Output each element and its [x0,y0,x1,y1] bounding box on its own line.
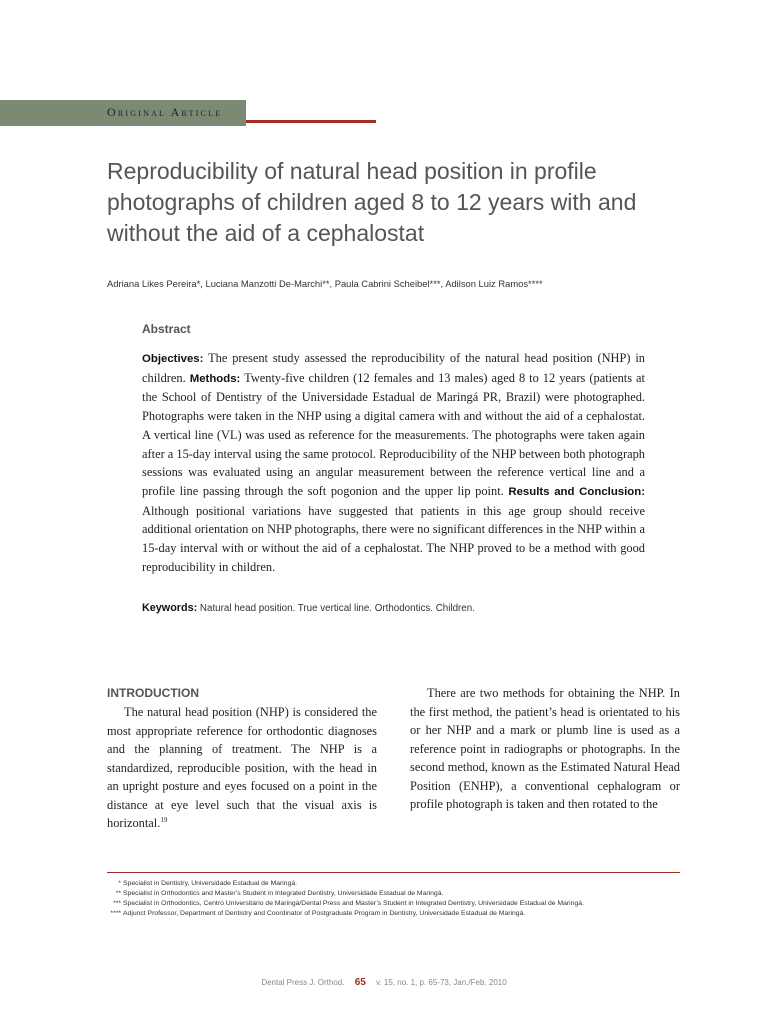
article-title: Reproducibility of natural head position in profile photographs of children aged 8 to 12 years with and without the aid of a cephalostat [107,158,637,246]
section-label: Original Article [107,105,223,119]
results-label: Results and Conclusion: [508,485,645,498]
objectives-label: Objectives: [142,353,204,365]
footnote-text: Specialist in Orthodontics and Master’s Student in Integrated Dentistry, Universidade Estadual de Maringá. [123,890,444,897]
section-rule [246,120,376,123]
abstract-body [142,349,645,576]
keywords-text: Natural head position. True vertical line. Orthodontics. Children. [197,603,475,614]
footnote-text: Specialist in Orthodontics, Centro Universitário de Maringá/Dental Press and Master’s Student in Integrated Dentistry, Universidade Estadual de Maringá. [123,900,584,907]
footnotes [107,879,687,919]
abstract-heading: Abstract [142,322,191,336]
footnote-mark: **** [110,910,121,917]
citation-info: v. 15, no. 1, p. 65-73, Jan./Feb. 2010 [376,978,507,987]
journal-name: Dental Press J. Orthod. [261,978,345,987]
footnote [107,909,687,919]
intro-paragraph-1-text: The natural head position (NHP) is considered the most appropriate reference for orthodontic diagnoses and the planning of treatment. The NHP is a standardized, reproducible position, with the head in an upright posture and eyes focused on a point in the distance at eye level such that the visual axis is horizontal. [107,705,377,830]
footnote-mark: ** [115,890,121,897]
intro-paragraph-1 [107,703,377,833]
keywords [142,602,662,614]
methods-label: Methods: [189,372,241,385]
footnote-mark: *** [113,900,121,907]
reference-marker: 19 [160,815,168,824]
objectives-text: The present study assessed the reproducibility of the natural head position (NHP) in children. [142,351,645,385]
footnote-rule [107,872,680,873]
footnote [107,879,687,889]
footnote [107,899,687,909]
footnote-text: Adjunct Professor, Department of Dentistry and Coordinator of Postgraduate Program in Dentistry, Universidade Estadual de Maringá. [123,910,526,917]
results-text: Although positional variations have suggested that patients in this age group should receive additional orientation on NHP photographs, there were no significant differences in the NHP within a 15-day interval with or without the aid of a cephalostat. The NHP proved to be a method with good reproducibility in children. [142,503,645,574]
body-column-right [410,684,680,814]
body-column-left [107,703,377,833]
footnote-mark: * [118,880,121,887]
page-footer [0,977,768,988]
footnote [107,889,687,899]
page-number: 65 [354,977,366,988]
intro-paragraph-2: There are two methods for obtaining the NHP. In the first method, the patient’s head is orientated to his or her NHP and a mark or plumb line is used as a reference point in radiographs or photographs. In the second method, known as the Estimated Natural Head Position (ENHP), a conventional cephalogram or profile photograph is taken and then rotated to the [410,686,680,811]
author-list: Adriana Likes Pereira*, Luciana Manzotti De-Marchi**, Paula Cabrini Scheibel***, Adilson Luiz Ramos**** [107,278,543,289]
keywords-label: Keywords: [142,602,198,614]
footnote-text: Specialist in Dentistry, Universidade Estadual de Maringá. [123,880,298,887]
methods-text: Twenty-five children (12 females and 13 males) aged 8 to 12 years (patients at the School of Dentistry of the Universidade Estadual de Maringá PR, Brazil) were photographed. Photographs were taken in the NHP using a digital camera with and without the aid of a cephalostat. A vertical line (VL) was used as reference for the measurements. The photographs were taken again after a 15-day interval using the same protocol. Reproducibility of the NHP between both photograph sessions was evaluated using an angular measurement between the reference vertical line and a profile line passing through the soft pogonion and the upper lip point. [142,370,645,498]
introduction-heading: INTRODUCTION [107,686,199,700]
